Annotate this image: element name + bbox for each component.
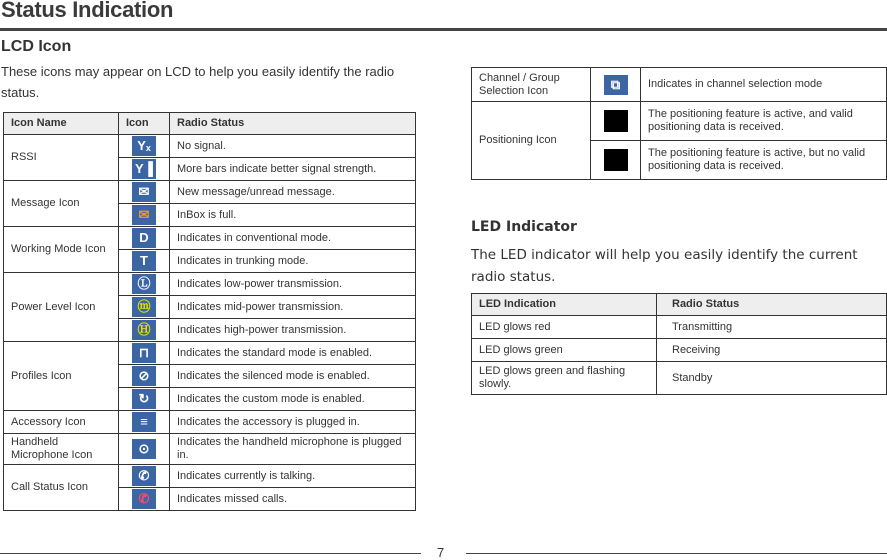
channel-positioning-table <box>471 67 887 180</box>
envelope-full-icon: ✉ <box>132 205 156 225</box>
table-header-row <box>4 113 416 135</box>
power-high-icon: Ⓗ <box>132 320 156 340</box>
radio-status-cell: Indicates in trunking mode. <box>170 250 416 273</box>
icon-cell <box>119 365 170 388</box>
icon-cell <box>119 434 170 465</box>
letter-t-icon: T <box>132 251 156 271</box>
radio-status-cell: Indicates the silenced mode is enabled. <box>170 365 416 388</box>
radio-status-cell: Indicates currently is talking. <box>170 465 416 488</box>
icon-name-cell: Working Mode Icon <box>4 227 119 273</box>
icon-name-cell: RSSI <box>4 135 119 181</box>
icon-name-cell: Profiles Icon <box>4 342 119 411</box>
title-divider <box>0 28 887 31</box>
icon-cell <box>119 273 170 296</box>
table-row <box>4 181 416 204</box>
icon-cell <box>119 411 170 434</box>
icon-cell <box>591 102 641 141</box>
icon-cell <box>119 181 170 204</box>
table-row <box>4 273 416 296</box>
table-row <box>472 102 887 141</box>
header-led-indication: LED Indication <box>472 294 657 316</box>
led-indication-cell: LED glows green and flashing slowly. <box>472 362 657 395</box>
radio-status-cell: Indicates the accessory is plugged in. <box>170 411 416 434</box>
radio-status-cell: Indicates mid-power transmission. <box>170 296 416 319</box>
radio-status-cell: Indicates low-power transmission. <box>170 273 416 296</box>
led-indicator-table <box>471 293 887 395</box>
lcd-icon-heading: LCD Icon <box>1 38 72 55</box>
power-low-icon: Ⓛ <box>132 274 156 294</box>
antenna-no-signal-icon: Yₓ <box>132 136 156 156</box>
header-radio-status: Radio Status <box>170 113 416 135</box>
signal-bars-icon: Y▐ <box>132 159 156 179</box>
radio-status-cell: Indicates the standard mode is enabled. <box>170 342 416 365</box>
radio-status-cell: The positioning feature is active, but no valid positioning data is received. <box>641 141 887 180</box>
icon-name-cell: Accessory Icon <box>4 411 119 434</box>
table-row <box>472 316 887 339</box>
table-row <box>4 465 416 488</box>
footer-rule-left <box>0 553 421 554</box>
power-mid-icon: ⓜ <box>132 297 156 317</box>
profile-custom-icon: ↻ <box>132 389 156 409</box>
icon-cell <box>119 342 170 365</box>
icon-name-cell: Power Level Icon <box>4 273 119 342</box>
icon-cell <box>119 488 170 511</box>
header-radio-status: Radio Status <box>657 294 887 316</box>
header-icon-name: Icon Name <box>4 113 119 135</box>
icon-cell <box>119 296 170 319</box>
handheld-microphone-icon: ⊙ <box>132 439 156 459</box>
table-row <box>4 411 416 434</box>
radio-status-cell: Indicates the custom mode is enabled. <box>170 388 416 411</box>
table-row <box>4 135 416 158</box>
table-row <box>472 362 887 395</box>
lcd-icon-table <box>3 112 416 511</box>
page-number: 7 <box>437 545 445 560</box>
icon-cell <box>119 388 170 411</box>
icon-cell <box>119 158 170 181</box>
channel-group-icon: ⧉ <box>604 75 628 95</box>
radio-status-cell: Indicates the handheld microphone is plugged in. <box>170 434 416 465</box>
radio-status-cell: Indicates missed calls. <box>170 488 416 511</box>
table-row <box>472 339 887 362</box>
icon-cell <box>119 319 170 342</box>
icon-cell <box>119 204 170 227</box>
table-header-row <box>472 294 887 316</box>
radio-status-cell: Receiving <box>657 339 887 362</box>
radio-status-cell: Indicates high-power transmission. <box>170 319 416 342</box>
radio-status-cell: InBox is full. <box>170 204 416 227</box>
icon-name-cell: Message Icon <box>4 181 119 227</box>
accessory-icon: ≡ <box>132 412 156 432</box>
icon-name-cell: Positioning Icon <box>472 102 591 180</box>
radio-status-cell: More bars indicate better signal strength. <box>170 158 416 181</box>
icon-cell <box>119 227 170 250</box>
led-indicator-heading: LED Indicator <box>471 219 577 235</box>
radio-status-cell: Transmitting <box>657 316 887 339</box>
table-row <box>4 342 416 365</box>
radio-status-cell: The positioning feature is active, and valid positioning data is received. <box>641 102 887 141</box>
icon-cell <box>119 135 170 158</box>
footer-rule-right <box>466 553 887 554</box>
icon-cell <box>591 68 641 102</box>
led-indication-cell: LED glows green <box>472 339 657 362</box>
phone-missed-icon: ✆ <box>132 489 156 509</box>
radio-status-cell: Indicates in channel selection mode <box>641 68 887 102</box>
radio-status-cell: No signal. <box>170 135 416 158</box>
led-intro-text: The LED indicator will help you easily identify the current radio status. <box>471 247 858 285</box>
icon-name-cell: Channel / Group Selection Icon <box>472 68 591 102</box>
letter-d-icon: D <box>132 228 156 248</box>
icon-name-cell: Handheld Microphone Icon <box>4 434 119 465</box>
table-row <box>472 68 887 102</box>
page-title: Status Indication <box>1 0 174 22</box>
radio-status-cell: Standby <box>657 362 887 395</box>
header-icon: Icon <box>119 113 170 135</box>
table-row <box>4 434 416 465</box>
phone-talking-icon: ✆ <box>132 466 156 486</box>
table-row <box>4 227 416 250</box>
led-indication-cell: LED glows red <box>472 316 657 339</box>
icon-cell <box>591 141 641 180</box>
icon-cell <box>119 250 170 273</box>
profile-silenced-icon: ⊘ <box>132 366 156 386</box>
radio-status-cell: New message/unread message. <box>170 181 416 204</box>
radio-status-cell: Indicates in conventional mode. <box>170 227 416 250</box>
icon-cell <box>119 465 170 488</box>
icon-name-cell: Call Status Icon <box>4 465 119 511</box>
positioning-invalid-icon <box>604 149 628 171</box>
lcd-intro-text: These icons may appear on LCD to help you easily identify the radio status. <box>1 64 395 100</box>
envelope-icon: ✉ <box>132 182 156 202</box>
positioning-valid-icon <box>604 110 628 132</box>
profile-standard-icon: ⊓ <box>132 343 156 363</box>
